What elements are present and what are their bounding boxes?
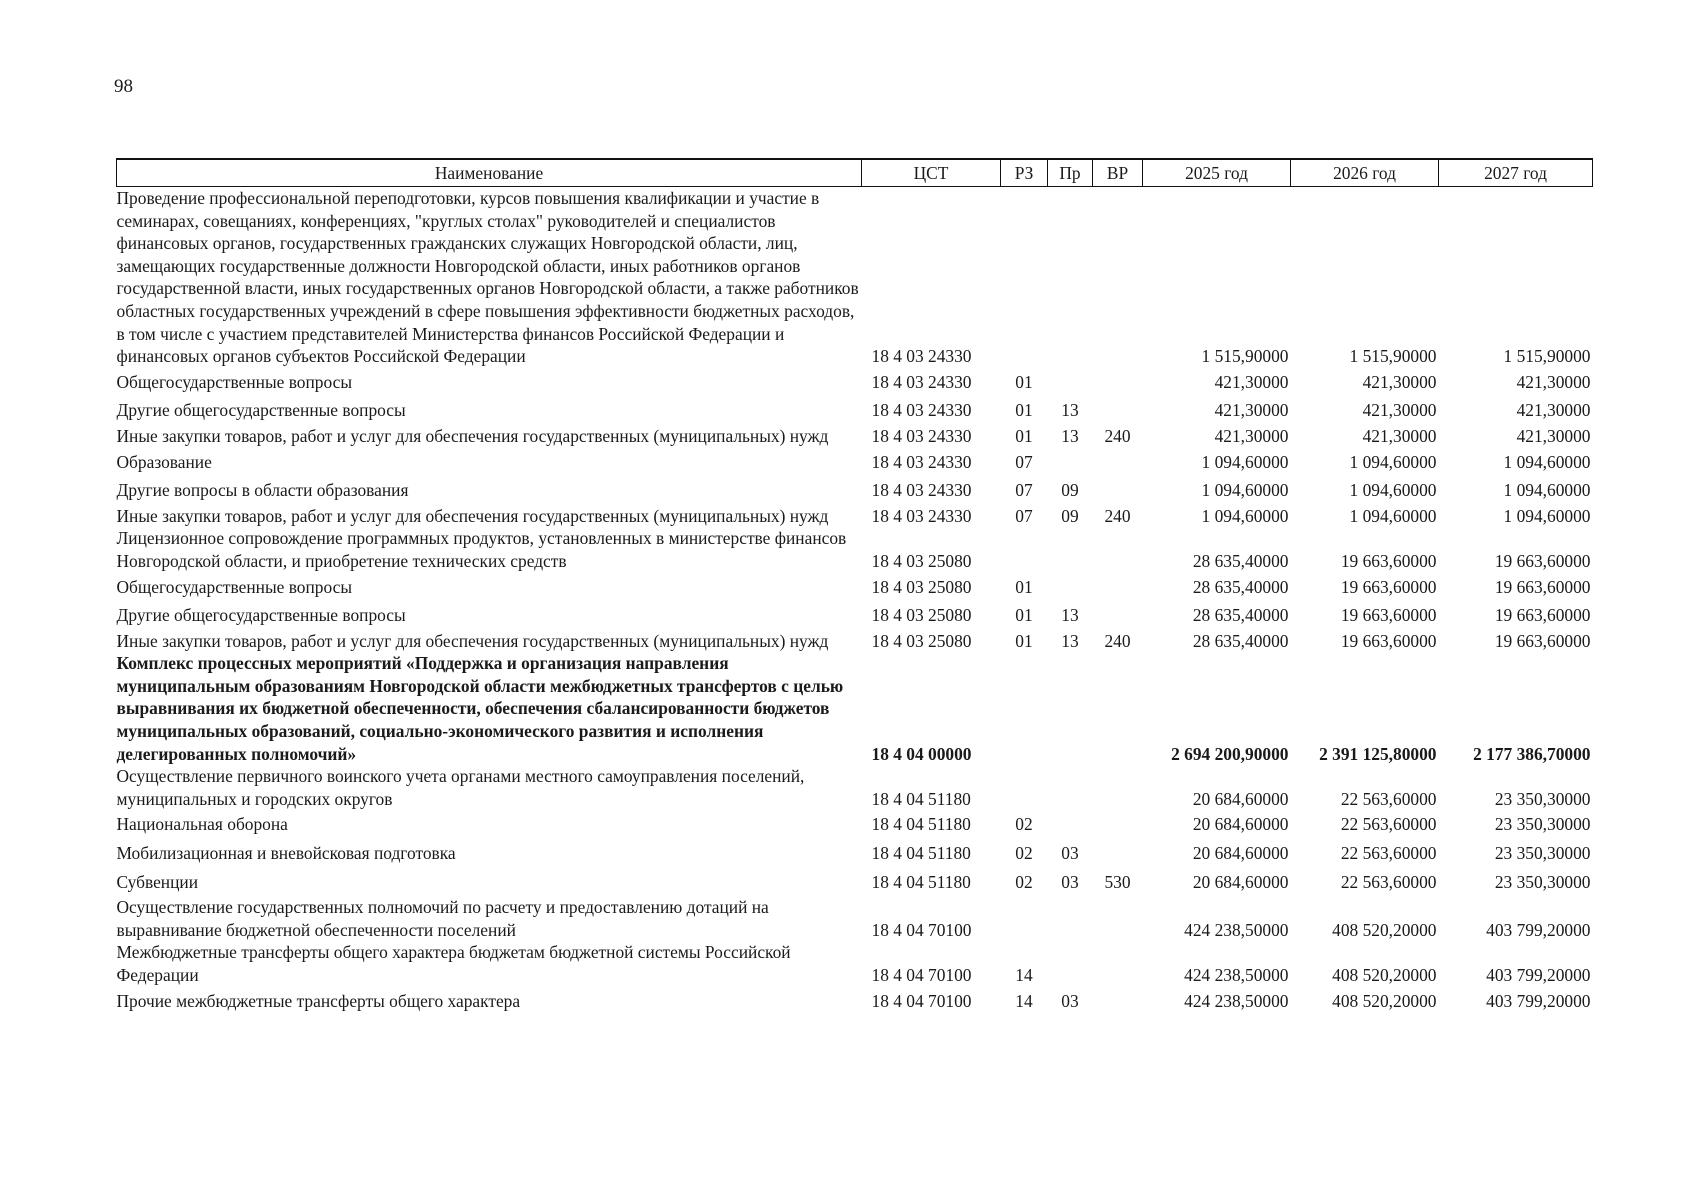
- table-row: [117, 810, 1593, 839]
- row-amount-2026: 22 563,60000: [1340, 843, 1437, 864]
- header-2025: 2025 год: [1143, 159, 1291, 187]
- row-amount-2026: 19 663,60000: [1340, 630, 1437, 651]
- row-amount-2025: 424 238,50000: [1184, 990, 1289, 1011]
- row-amount-2025: 421,30000: [1214, 371, 1289, 392]
- header-rz: РЗ: [1001, 159, 1048, 187]
- row-vr: [1093, 396, 1143, 425]
- row-cst: 18 4 03 25080: [871, 576, 972, 597]
- row-rz: 02: [1015, 871, 1033, 892]
- row-rz: 01: [1015, 630, 1033, 651]
- header-row: [117, 159, 1593, 187]
- row-amount-2027: 403 799,20000: [1486, 965, 1591, 985]
- row-pr: [1048, 368, 1093, 397]
- row-vr: [1093, 839, 1143, 868]
- row-cst: 18 4 04 51180: [871, 843, 971, 864]
- row-amount-2027: 1 094,60000: [1503, 480, 1591, 501]
- row-amount-2025: 424 238,50000: [1184, 919, 1289, 940]
- row-amount-2026: 408 520,20000: [1332, 990, 1437, 1011]
- row-amount-2027: 403 799,20000: [1486, 919, 1591, 940]
- row-pr: [1048, 187, 1093, 368]
- header-cst: ЦСТ: [862, 159, 1001, 187]
- row-cst: 18 4 03 24330: [871, 505, 972, 526]
- table-row: [117, 630, 1593, 653]
- table-row: [117, 573, 1593, 602]
- row-name: Образование: [116, 451, 212, 472]
- row-name: Другие общегосударственные вопросы: [116, 605, 406, 626]
- row-amount-2026: 421,30000: [1362, 425, 1437, 446]
- row-amount-2027: 23 350,30000: [1494, 814, 1591, 835]
- row-amount-2026: 1 094,60000: [1349, 480, 1437, 501]
- table-row: [117, 396, 1593, 425]
- row-amount-2027: 19 663,60000: [1494, 605, 1591, 626]
- table-row: [117, 368, 1593, 397]
- row-name: Проведение профессиональной переподготовки, курсов повышения квалификации и участие в семинарах, совещаниях, конференциях, "круглых столах" руководителей и специалистов финансовых органов, государственных гражданских служащих Новгородской области, лиц, замещающих государственные должности Новгородской области, иных работников органов государственной власти, иных государственных органов Новгородской области, а также работников областных государственных учреждений в сфере повышения эффективности бюджетных расходов, в том числе с участием представителей Министерства финансов Российской Федерации и финансовых органов субъектов Российской Федерации: [116, 188, 859, 367]
- table-row: [117, 476, 1593, 505]
- row-name: Мобилизационная и вневойсковая подготовка: [116, 843, 456, 864]
- row-amount-2025: 28 635,40000: [1192, 605, 1289, 626]
- row-pr: [1048, 573, 1093, 602]
- row-vr: [1093, 765, 1143, 810]
- row-vr: [1093, 573, 1143, 602]
- row-amount-2027: 1 094,60000: [1503, 451, 1591, 472]
- row-amount-2027: 19 663,60000: [1494, 550, 1591, 571]
- row-amount-2025: 28 635,40000: [1192, 576, 1289, 597]
- row-amount-2027: 1 515,90000: [1503, 346, 1591, 367]
- row-pr: [1048, 896, 1093, 941]
- table-row: [117, 987, 1593, 1016]
- row-name: Другие вопросы в области образования: [116, 480, 409, 501]
- row-rz: 14: [1015, 965, 1033, 985]
- row-vr: [1093, 896, 1143, 941]
- row-name: Иные закупки товаров, работ и услуг для обеспечения государственных (муниципальных) нужд: [116, 425, 829, 446]
- table-row: [117, 765, 1593, 810]
- row-pr: [1048, 810, 1093, 839]
- row-amount-2025: 1 094,60000: [1201, 505, 1289, 526]
- row-amount-2025: 421,30000: [1214, 400, 1289, 421]
- row-cst: 18 4 03 25080: [871, 550, 972, 571]
- row-cst: 18 4 04 70100: [871, 990, 972, 1011]
- row-name: Общегосударственные вопросы: [116, 576, 353, 597]
- row-cst: 18 4 03 24330: [871, 480, 972, 501]
- row-amount-2025: 1 515,90000: [1201, 346, 1289, 367]
- row-amount-2027: 23 350,30000: [1494, 788, 1591, 809]
- row-cst: 18 4 04 51180: [871, 871, 971, 892]
- row-cst: 18 4 03 24330: [871, 371, 972, 392]
- header-name: Наименование: [117, 159, 862, 187]
- table-header: [117, 159, 1593, 187]
- row-name: Осуществление государственных полномочий по расчету и предоставлению дотаций на выравнивание бюджетной обеспеченности поселений: [116, 897, 769, 940]
- row-amount-2027: 23 350,30000: [1494, 843, 1591, 864]
- row-cst: 18 4 03 24330: [871, 346, 972, 367]
- row-pr: 03: [1061, 990, 1079, 1011]
- row-vr: 240: [1104, 425, 1131, 446]
- row-name: Национальная оборона: [116, 814, 288, 835]
- row-amount-2026: 19 663,60000: [1340, 605, 1437, 626]
- row-rz: [1001, 527, 1048, 572]
- row-amount-2026: 22 563,60000: [1340, 814, 1437, 835]
- row-amount-2026: 421,30000: [1362, 371, 1437, 392]
- row-rz: 07: [1015, 505, 1033, 526]
- row-rz: [1001, 187, 1048, 368]
- row-cst: 18 4 03 24330: [871, 425, 972, 446]
- row-amount-2026: 421,30000: [1362, 400, 1437, 421]
- row-rz: 07: [1015, 451, 1033, 472]
- row-vr: 240: [1104, 630, 1131, 651]
- row-amount-2027: 2 177 386,70000: [1473, 743, 1591, 764]
- row-pr: 13: [1061, 605, 1079, 626]
- row-amount-2026: 19 663,60000: [1340, 576, 1437, 597]
- row-amount-2027: 421,30000: [1516, 425, 1591, 446]
- table-row: [117, 839, 1593, 868]
- row-vr: [1093, 448, 1143, 477]
- row-rz: 01: [1015, 400, 1033, 421]
- row-vr: [1093, 652, 1143, 765]
- row-rz: 14: [1015, 990, 1033, 1011]
- row-name: Межбюджетные трансферты общего характера бюджетам бюджетной системы Российской Федерации: [116, 942, 791, 985]
- row-cst: 18 4 03 24330: [871, 451, 972, 472]
- row-vr: [1093, 527, 1143, 572]
- row-amount-2025: 28 635,40000: [1192, 630, 1289, 651]
- row-name: Прочие межбюджетные трансферты общего характера: [116, 990, 521, 1011]
- header-2027: 2027 год: [1439, 159, 1593, 187]
- row-cst: 18 4 03 25080: [871, 605, 972, 626]
- row-pr: [1048, 941, 1093, 986]
- row-pr: 09: [1061, 505, 1079, 526]
- row-amount-2025: 20 684,60000: [1192, 788, 1289, 809]
- budget-table-container: [116, 158, 1592, 1015]
- row-name: Иные закупки товаров, работ и услуг для обеспечения государственных (муниципальных) нужд: [116, 505, 829, 526]
- row-vr: [1093, 368, 1143, 397]
- row-vr: [1093, 601, 1143, 630]
- row-rz: [1001, 765, 1048, 810]
- row-name: Комплекс процессных мероприятий «Поддержка и организация направления муниципальным образованиям Новгородской области межбюджетных трансфертов с целью выравнивания их бюджетной обеспеченности, обеспечения сбалансированности бюджетов муниципальных образований, социально-экономического развития и исполнения делегированных полномочий»: [116, 653, 844, 764]
- row-vr: [1093, 476, 1143, 505]
- row-name: Другие общегосударственные вопросы: [116, 400, 406, 421]
- row-vr: 240: [1104, 505, 1131, 526]
- row-pr: [1048, 765, 1093, 810]
- row-amount-2025: 1 094,60000: [1201, 480, 1289, 501]
- table-row: [117, 868, 1593, 897]
- row-amount-2025: 421,30000: [1214, 425, 1289, 446]
- budget-table: [116, 158, 1593, 1015]
- table-row: [117, 187, 1593, 368]
- row-pr: [1048, 527, 1093, 572]
- table-row: [117, 448, 1593, 477]
- table-row: [117, 601, 1593, 630]
- row-name: Осуществление первичного воинского учета органами местного самоуправления поселений, муниципальных и городских округов: [116, 766, 805, 809]
- row-amount-2025: 1 094,60000: [1201, 451, 1289, 472]
- row-amount-2025: 2 694 200,90000: [1171, 743, 1289, 764]
- row-cst: 18 4 03 24330: [871, 400, 972, 421]
- row-amount-2025: 20 684,60000: [1192, 814, 1289, 835]
- row-amount-2026: 22 563,60000: [1340, 788, 1437, 809]
- row-pr: [1048, 448, 1093, 477]
- row-vr: [1093, 941, 1143, 986]
- header-2026: 2026 год: [1291, 159, 1439, 187]
- row-vr: [1093, 987, 1143, 1016]
- row-amount-2027: 1 094,60000: [1503, 505, 1591, 526]
- header-pr: Пр: [1048, 159, 1093, 187]
- row-pr: [1048, 652, 1093, 765]
- row-rz: 01: [1015, 371, 1033, 392]
- row-amount-2027: 19 663,60000: [1494, 630, 1591, 651]
- row-rz: 02: [1015, 843, 1033, 864]
- row-amount-2027: 23 350,30000: [1494, 871, 1591, 892]
- table-row: [117, 896, 1593, 941]
- row-vr: 530: [1104, 871, 1131, 892]
- row-amount-2025: 28 635,40000: [1192, 550, 1289, 571]
- row-cst: 18 4 04 70100: [871, 965, 972, 985]
- row-amount-2026: 22 563,60000: [1340, 871, 1437, 892]
- row-pr: 13: [1061, 400, 1079, 421]
- row-rz: [1001, 896, 1048, 941]
- row-rz: 01: [1015, 576, 1033, 597]
- table-row: [117, 941, 1593, 986]
- row-cst: 18 4 03 25080: [871, 630, 972, 651]
- row-name: Иные закупки товаров, работ и услуг для обеспечения государственных (муниципальных) нужд: [116, 630, 829, 651]
- row-amount-2027: 421,30000: [1516, 400, 1591, 421]
- row-amount-2026: 1 094,60000: [1349, 451, 1437, 472]
- row-rz: 01: [1015, 425, 1033, 446]
- row-name: Лицензионное сопровождение программных продуктов, установленных в министерстве финансов Новгородской области, и приобретение технических средств: [116, 528, 847, 571]
- row-amount-2026: 408 520,20000: [1332, 965, 1437, 985]
- row-amount-2026: 2 391 125,80000: [1319, 743, 1437, 764]
- row-amount-2026: 1 094,60000: [1349, 505, 1437, 526]
- row-cst: 18 4 04 51180: [871, 788, 971, 809]
- row-amount-2027: 403 799,20000: [1486, 990, 1591, 1011]
- table-body: [117, 187, 1593, 1016]
- header-vr: ВР: [1093, 159, 1143, 187]
- table-row: [117, 527, 1593, 572]
- row-amount-2026: 1 515,90000: [1349, 346, 1437, 367]
- row-vr: [1093, 187, 1143, 368]
- row-name: Субвенции: [116, 871, 199, 892]
- row-cst: 18 4 04 70100: [871, 919, 972, 940]
- row-pr: 03: [1061, 843, 1079, 864]
- row-amount-2026: 19 663,60000: [1340, 550, 1437, 571]
- row-amount-2025: 20 684,60000: [1192, 871, 1289, 892]
- row-amount-2025: 20 684,60000: [1192, 843, 1289, 864]
- row-rz: [1001, 652, 1048, 765]
- row-pr: 13: [1061, 630, 1079, 651]
- row-pr: 13: [1061, 425, 1079, 446]
- row-amount-2025: 424 238,50000: [1184, 965, 1289, 985]
- row-vr: [1093, 810, 1143, 839]
- row-amount-2026: 408 520,20000: [1332, 919, 1437, 940]
- row-cst: 18 4 04 51180: [871, 814, 971, 835]
- row-name: Общегосударственные вопросы: [116, 371, 353, 392]
- table-row: [117, 652, 1593, 765]
- row-pr: 09: [1061, 480, 1079, 501]
- row-rz: 01: [1015, 605, 1033, 626]
- row-rz: 02: [1015, 814, 1033, 835]
- row-cst: 18 4 04 00000: [871, 743, 972, 764]
- row-amount-2027: 421,30000: [1516, 371, 1591, 392]
- page-number: 98: [114, 76, 133, 97]
- row-rz: 07: [1015, 480, 1033, 501]
- table-row: [117, 505, 1593, 528]
- row-pr: 03: [1061, 871, 1079, 892]
- table-row: [117, 425, 1593, 448]
- row-amount-2027: 19 663,60000: [1494, 576, 1591, 597]
